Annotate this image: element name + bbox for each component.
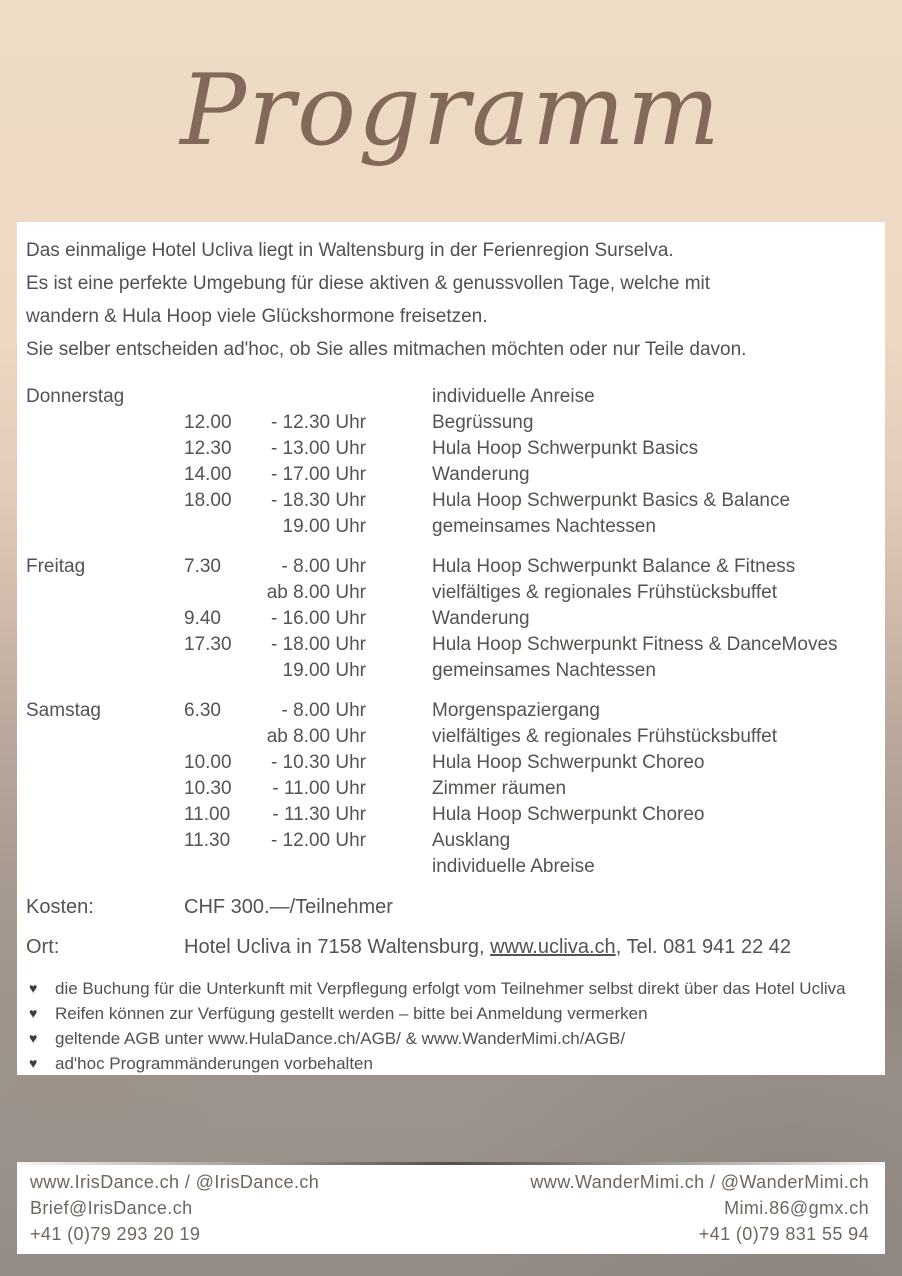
column-spacer <box>366 750 432 776</box>
activity-label: individuelle Abreise <box>432 856 595 877</box>
heart-icon: ♥ <box>29 1005 38 1021</box>
day-label <box>26 632 184 658</box>
column-spacer <box>366 410 432 436</box>
ort-text-prefix: Hotel Ucliva in 7158 Waltensburg, <box>184 936 491 958</box>
end-time: - 16.00 Uhr <box>270 608 366 629</box>
start-time: 11.00 <box>184 804 231 825</box>
day-label: Donnerstag <box>26 386 125 407</box>
schedule-row <box>26 436 867 462</box>
day-label <box>26 802 184 828</box>
start-time <box>184 724 256 750</box>
column-spacer <box>366 658 432 684</box>
start-time <box>184 854 256 880</box>
schedule-row <box>26 488 867 514</box>
schedule-row <box>26 750 867 776</box>
footer-line: www.IrisDance.ch / @IrisDance.ch <box>30 1172 320 1192</box>
end-time: ab 8.00 Uhr <box>266 582 366 603</box>
activity-label: Wanderung <box>432 608 530 629</box>
schedule-row <box>26 698 867 724</box>
end-time <box>256 854 366 880</box>
intro-line: Das einmalige Hotel Ucliva liegt in Waltensburg in der Ferienregion Surselva. <box>26 240 674 261</box>
intro-line: Es ist eine perfekte Umgebung für diese aktiven & genussvollen Tage, welche mit <box>26 273 711 294</box>
column-spacer <box>366 554 432 580</box>
activity-label: Hula Hoop Schwerpunkt Choreo <box>432 804 705 825</box>
schedule-row <box>26 606 867 632</box>
kosten-row <box>26 894 867 920</box>
day-label <box>26 750 184 776</box>
column-spacer <box>366 436 432 462</box>
day-label <box>26 462 184 488</box>
footer-line: Brief@IrisDance.ch <box>30 1198 193 1218</box>
activity-label: gemeinsames Nachtessen <box>432 516 656 537</box>
activity-label: gemeinsames Nachtessen <box>432 660 656 681</box>
note-item <box>26 1051 867 1076</box>
start-time: 9.40 <box>184 608 221 629</box>
footer-line: +41 (0)79 831 55 94 <box>698 1224 869 1244</box>
end-time: - 8.00 Uhr <box>281 700 366 721</box>
column-spacer <box>366 828 432 854</box>
schedule-row <box>26 658 867 684</box>
day-label <box>26 854 184 880</box>
footer-line: Mimi.86@gmx.ch <box>724 1198 869 1218</box>
column-spacer <box>366 606 432 632</box>
start-time <box>184 580 256 606</box>
start-time: 12.00 <box>184 412 232 433</box>
day-label <box>26 724 184 750</box>
column-spacer <box>366 514 432 540</box>
schedule-row <box>26 514 867 540</box>
schedule-row <box>26 776 867 802</box>
schedule-row <box>26 802 867 828</box>
day-label <box>26 580 184 606</box>
day-label <box>26 410 184 436</box>
note-text: Reifen können zur Verfügung gestellt werden – bitte bei Anmeldung vermerken <box>55 1004 648 1023</box>
end-time: ab 8.00 Uhr <box>266 726 366 747</box>
note-item <box>26 1026 867 1051</box>
footer-line: www.WanderMimi.ch / @WanderMimi.ch <box>530 1172 869 1192</box>
start-time: 7.30 <box>184 556 221 577</box>
end-time: - 12.00 Uhr <box>270 830 366 851</box>
schedule-row <box>26 580 867 606</box>
column-spacer <box>366 488 432 514</box>
start-time: 6.30 <box>184 700 221 721</box>
page-title: Programm <box>180 54 722 168</box>
schedule-row <box>26 410 867 436</box>
day-label <box>26 828 184 854</box>
activity-label: vielfältiges & regionales Frühstücksbuffet <box>432 582 777 603</box>
end-time: 19.00 Uhr <box>282 516 366 537</box>
end-time <box>256 384 366 410</box>
contact-footer <box>17 1162 885 1254</box>
start-time <box>184 384 256 410</box>
heart-icon: ♥ <box>29 1030 38 1046</box>
schedule-row <box>26 724 867 750</box>
day-block <box>26 698 867 880</box>
intro-line: wandern & Hula Hoop viele Glückshormone freisetzen. <box>26 306 488 327</box>
column-spacer <box>366 462 432 488</box>
activity-label: Ausklang <box>432 830 511 851</box>
column-spacer <box>366 802 432 828</box>
end-time: - 13.00 Uhr <box>270 438 366 459</box>
column-spacer <box>366 854 432 880</box>
note-text: ad'hoc Programmänderungen vorbehalten <box>55 1054 373 1073</box>
column-spacer <box>366 632 432 658</box>
ort-value <box>184 934 867 960</box>
end-time: - 17.00 Uhr <box>270 464 366 485</box>
day-label <box>26 658 184 684</box>
activity-label: Begrüssung <box>432 412 534 433</box>
schedule-row <box>26 854 867 880</box>
start-time <box>184 658 256 684</box>
schedule <box>26 384 867 880</box>
heart-icon: ♥ <box>29 1055 38 1071</box>
footer-wandermimi-contact <box>530 1169 869 1247</box>
kosten-label: Kosten: <box>26 896 94 918</box>
note-item <box>26 976 867 1001</box>
note-text: geltende AGB unter www.HulaDance.ch/AGB/ & www.WanderMimi.ch/AGB/ <box>55 1029 626 1048</box>
start-time: 10.30 <box>184 778 232 799</box>
ort-row <box>26 934 867 960</box>
column-spacer <box>366 724 432 750</box>
heart-icon: ♥ <box>29 980 38 996</box>
start-time: 14.00 <box>184 464 232 485</box>
activity-label: Morgenspaziergang <box>432 700 600 721</box>
column-spacer <box>366 580 432 606</box>
activity-label: Hula Hoop Schwerpunkt Fitness & DanceMoves <box>432 634 838 655</box>
intro-line: Sie selber entscheiden ad'hoc, ob Sie alles mitmachen möchten oder nur Teile davon. <box>26 339 747 360</box>
start-time: 11.30 <box>184 830 231 851</box>
start-time: 10.00 <box>184 752 232 773</box>
day-label: Freitag <box>26 556 86 577</box>
column-spacer <box>366 698 432 724</box>
day-block <box>26 384 867 540</box>
ucliva-link[interactable]: www.ucliva.ch <box>490 936 616 958</box>
note-text: die Buchung für die Unterkunft mit Verpflegung erfolgt vom Teilnehmer selbst direkt über das Hotel Ucliva <box>55 979 846 998</box>
ort-label: Ort: <box>26 936 60 958</box>
end-time: - 18.30 Uhr <box>270 490 366 511</box>
end-time: - 18.00 Uhr <box>270 634 366 655</box>
activity-label: Hula Hoop Schwerpunkt Basics <box>432 438 699 459</box>
intro-paragraph <box>26 234 867 366</box>
activity-label: Wanderung <box>432 464 530 485</box>
column-spacer <box>366 776 432 802</box>
column-spacer <box>366 384 432 410</box>
schedule-row <box>26 554 867 580</box>
note-item <box>26 1001 867 1026</box>
activity-label: Zimmer räumen <box>432 778 567 799</box>
program-content-box <box>17 222 885 1075</box>
start-time: 12.30 <box>184 438 232 459</box>
end-time: - 12.30 Uhr <box>270 412 366 433</box>
day-label <box>26 606 184 632</box>
day-label <box>26 436 184 462</box>
end-time: - 11.30 Uhr <box>272 804 366 825</box>
activity-label: Hula Hoop Schwerpunkt Choreo <box>432 752 705 773</box>
activity-label: vielfältiges & regionales Frühstücksbuffet <box>432 726 777 747</box>
day-block <box>26 554 867 684</box>
end-time: - 11.00 Uhr <box>272 778 366 799</box>
notes-list <box>26 976 867 1076</box>
footer-line: +41 (0)79 293 20 19 <box>30 1224 201 1244</box>
activity-label: Hula Hoop Schwerpunkt Basics & Balance <box>432 490 791 511</box>
schedule-row <box>26 384 867 410</box>
ort-text-suffix: , Tel. 081 941 22 42 <box>615 936 792 958</box>
start-time <box>184 514 256 540</box>
day-label <box>26 488 184 514</box>
day-label: Samstag <box>26 700 101 721</box>
end-time: 19.00 Uhr <box>282 660 366 681</box>
activity-label: Hula Hoop Schwerpunkt Balance & Fitness <box>432 556 796 577</box>
end-time: - 10.30 Uhr <box>270 752 366 773</box>
footer-irisdance-contact <box>30 1169 319 1247</box>
schedule-row <box>26 632 867 658</box>
start-time: 18.00 <box>184 490 232 511</box>
kosten-value: CHF 300.—/Teilnehmer <box>184 896 393 918</box>
start-time: 17.30 <box>184 634 232 655</box>
end-time: - 8.00 Uhr <box>281 556 366 577</box>
day-label <box>26 776 184 802</box>
schedule-row <box>26 462 867 488</box>
activity-label: individuelle Anreise <box>432 386 595 407</box>
day-label <box>26 514 184 540</box>
schedule-row <box>26 828 867 854</box>
